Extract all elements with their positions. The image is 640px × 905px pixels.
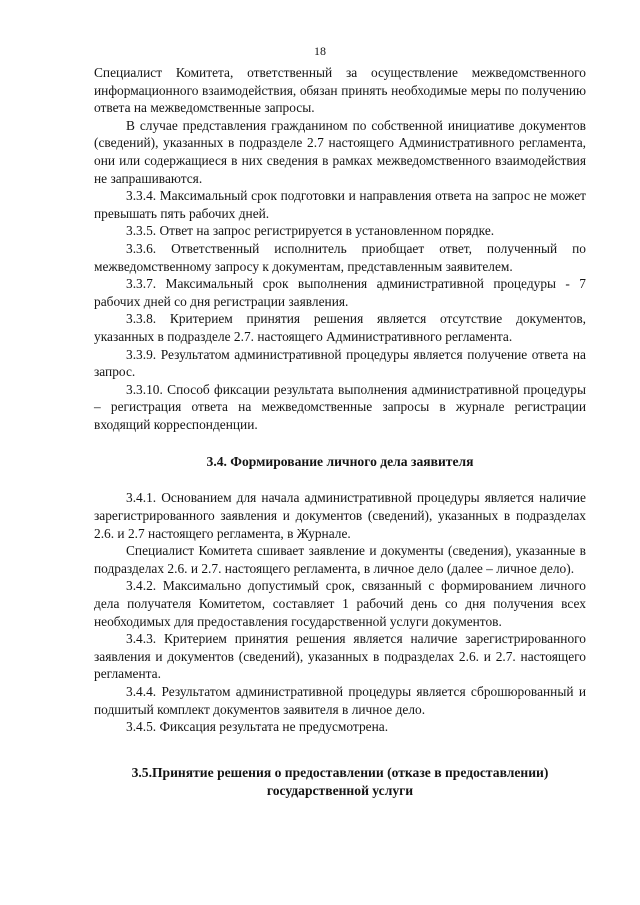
paragraph: Специалист Комитета сшивает заявление и документы (сведения), указанные в подразделах 2.6. и 2.7. настоящего регламента, в личное дело (далее – личное дело). <box>94 543 586 576</box>
page-content <box>94 64 586 800</box>
paragraph: 3.4.2. Максимально допустимый срок, связанный с формированием личного дела получателя Комитетом, составляет 1 рабочий день со дня получения всех необходимых для предоставления государственной услуги документов. <box>94 578 586 629</box>
paragraph: 3.4.5. Фиксация результата не предусмотрена. <box>126 719 389 735</box>
paragraph: 3.3.4. Максимальный срок подготовки и направления ответа на запрос не может превышать пять рабочих дней. <box>94 188 586 221</box>
paragraph: 3.3.10. Способ фиксации результата выполнения административной процедуры – регистрация ответа на межведомственные запросы в журнале регистрации входящий корреспонденции. <box>94 381 586 432</box>
section-heading-3-4: 3.4. Формирование личного дела заявителя <box>206 454 474 470</box>
paragraph: 3.4.1. Основанием для начала административной процедуры является наличие зарегистрированного заявления и документов (сведений), указанных в подразделах 2.6. и 2.7 настоящего регламента, в Журнале. <box>94 490 586 541</box>
paragraph: 3.4.4. Результатом административной процедуры является сброшюрованный и подшитый комплект документов заявителя в личное дело. <box>94 684 586 717</box>
section-heading-3-5: 3.5.Принятие решения о предоставлении (отказе в предоставлении) государственной услуги <box>131 764 549 798</box>
page-number: 18 <box>314 44 326 58</box>
paragraph: 3.4.3. Критерием принятия решения является наличие зарегистрированного заявления и документов (сведений), указанных в подразделах 2.6. и 2.7. настоящего регламента. <box>94 631 586 682</box>
paragraph: 3.3.9. Результатом административной процедуры является получение ответа на запрос. <box>94 346 586 380</box>
section-3-3-continuation <box>94 64 586 433</box>
paragraph: В случае представления гражданином по собственной инициативе документов (сведений), указанных в подразделе 2.7 настоящего Административного регламента, они или содержащиеся в них сведения в рамках межведомственного взаимодействия не запрашиваются. <box>94 117 586 186</box>
paragraph: Специалист Комитета, ответственный за осуществление межведомственного информационного взаимодействия, обязан принять необходимые меры по получению ответа на межведомственные запросы. <box>94 65 586 116</box>
section-3-4-body <box>94 489 586 735</box>
paragraph: 3.3.6. Ответственный исполнитель приобщает ответ, полученный по межведомственному запросу к документам, представленным заявителем. <box>94 240 586 274</box>
paragraph: 3.3.5. Ответ на запрос регистрируется в установленном порядке. <box>126 223 495 239</box>
paragraph: 3.3.8. Критерием принятия решения является отсутствие документов, указанных в подразделе 2.7. настоящего Административного регламента. <box>94 311 586 344</box>
paragraph: 3.3.7. Максимальный срок выполнения административной процедуры - 7 рабочих дней со дня регистрации заявления. <box>94 276 586 309</box>
